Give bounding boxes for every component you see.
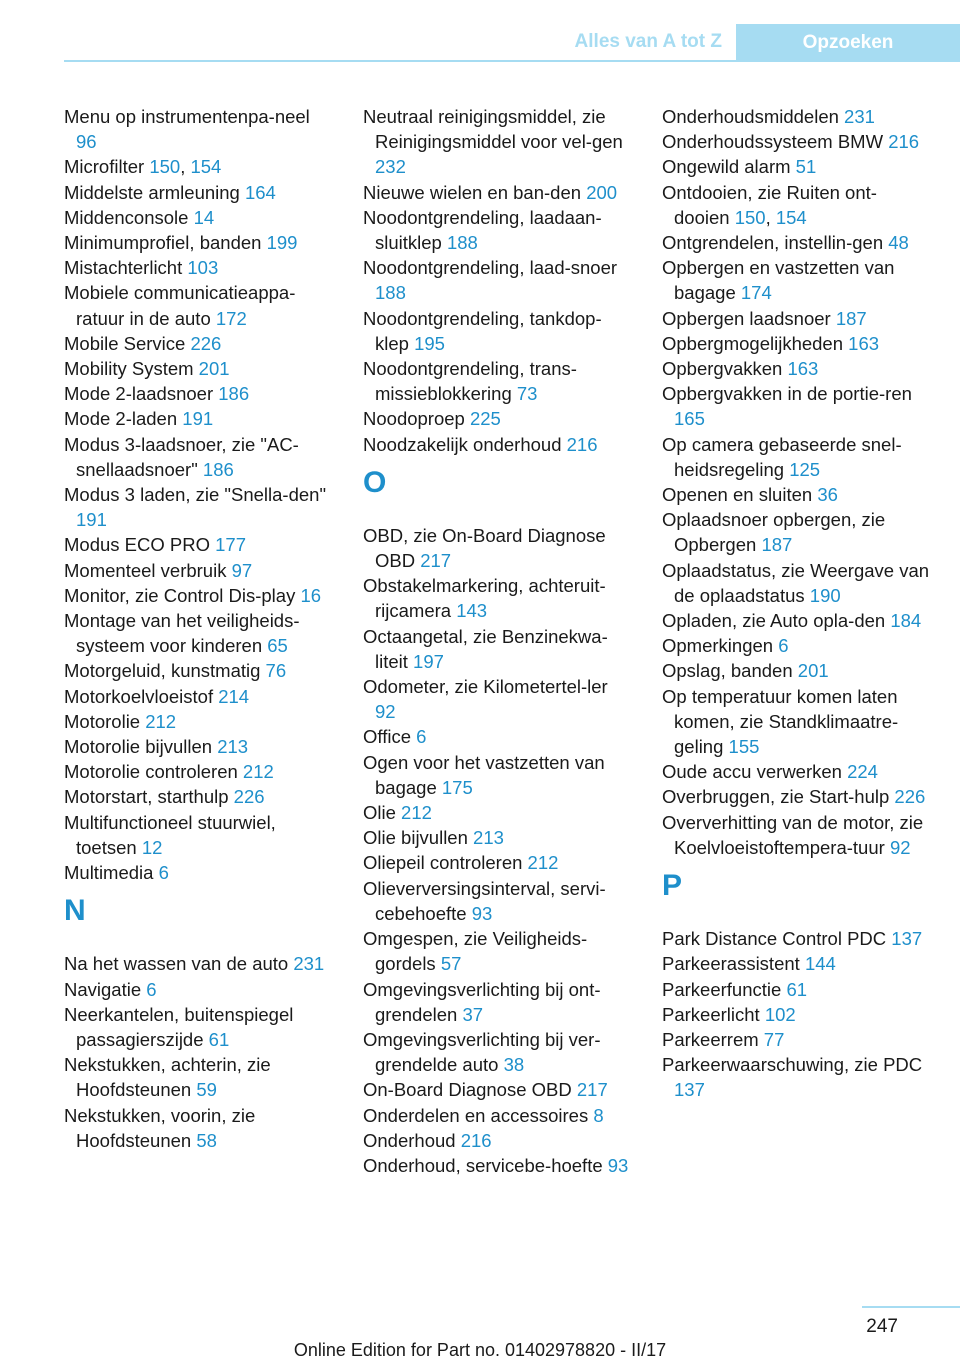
- index-term: OBD, zie On-Board Diagnose OBD: [363, 524, 606, 572]
- page-link[interactable]: 187: [835, 307, 867, 329]
- index-entry: [662, 482, 932, 507]
- index-entry: [363, 876, 633, 926]
- page-link[interactable]: 191: [182, 408, 214, 430]
- page-link[interactable]: 6: [158, 862, 169, 884]
- index-term: Middelste armleuning: [64, 181, 240, 203]
- index-entry: [363, 573, 633, 623]
- index-entry: [64, 255, 334, 280]
- page-link[interactable]: 188: [446, 232, 478, 254]
- index-term: Onderdelen en accessoires: [363, 1104, 589, 1126]
- index-entry: [363, 406, 633, 431]
- page-link[interactable]: 231: [293, 953, 325, 975]
- index-term: Mobility System: [64, 358, 194, 380]
- page-link[interactable]: 65: [267, 635, 288, 657]
- section-title: Alles van A tot Z: [574, 31, 722, 52]
- page-link[interactable]: 186: [218, 383, 250, 405]
- index-term: Park Distance Control PDC: [662, 928, 887, 950]
- page-link[interactable]: 51: [795, 156, 817, 178]
- index-term: Mobile Service: [64, 332, 186, 354]
- index-letter-heading: O: [363, 465, 387, 499]
- index-entry: [64, 977, 334, 1002]
- page-link[interactable]: 6: [416, 726, 427, 748]
- index-term: Noodontgrendeling, trans-missieblokkering: [363, 358, 577, 405]
- page-link[interactable]: 103: [187, 257, 219, 279]
- edition-footer: Online Edition for Part no. 01402978820 - II/17: [293, 1340, 667, 1360]
- footer-divider: [862, 1306, 960, 1308]
- index-term: Olieverversingsinterval, servi-cebehoefte: [363, 877, 606, 924]
- index-term: Motorolie bijvullen: [64, 736, 213, 758]
- index-term: Ongewild alarm: [662, 156, 791, 178]
- index-entry: [64, 558, 334, 583]
- index-entry: [64, 432, 334, 482]
- index-entry: [363, 1077, 633, 1102]
- page-link[interactable]: 97: [231, 559, 253, 581]
- index-entry: [363, 523, 633, 573]
- page-link[interactable]: 137: [891, 928, 923, 950]
- index-entry: [363, 926, 633, 976]
- index-term: Mode 2-laadsnoer: [64, 383, 214, 405]
- index-term: Noodontgrendeling, laadaan-sluitklep: [363, 206, 602, 254]
- header-divider: [64, 60, 960, 62]
- index-entry: [363, 1027, 633, 1077]
- index-entry: [662, 306, 932, 331]
- page-number: 247: [866, 1316, 898, 1337]
- page-link[interactable]: 61: [208, 1028, 230, 1050]
- index-entry: [363, 800, 633, 825]
- index-entry: [64, 356, 334, 381]
- index-entry: [64, 406, 334, 431]
- index-entry: [64, 734, 334, 759]
- index-entry: [662, 356, 932, 381]
- index-entry: Ontdooien, zie Ruiten ont-dooien 150, 154: [662, 181, 877, 228]
- index-term: Noodzakelijk onderhoud: [363, 433, 562, 455]
- index-term: Opbergmogelijkheden: [662, 332, 844, 354]
- index-term: Omgevingsverlichting bij ont-grendelen: [363, 978, 601, 1025]
- index-entry: [662, 977, 932, 1002]
- page-link[interactable]: 12: [141, 836, 163, 858]
- index-entry: [64, 759, 334, 784]
- index-term: Parkeerfunctie: [662, 978, 782, 1000]
- index-entry: [363, 180, 633, 205]
- index-term: Oververhitting van de motor, zie Koelvloeistoftempera-tuur: [662, 811, 924, 858]
- page-link[interactable]: 197: [413, 650, 444, 672]
- index-term: Omgespen, zie Veiligheids-gordels: [363, 928, 588, 975]
- page-link[interactable]: 217: [420, 550, 452, 572]
- index-term: Motorolie: [64, 710, 141, 732]
- index-term: Microfilter: [64, 156, 145, 178]
- index-entry: [363, 624, 633, 674]
- page-link[interactable]: 231: [844, 106, 875, 127]
- page-link[interactable]: 154: [190, 156, 222, 178]
- index-term: Opmerkingen: [662, 635, 774, 657]
- index-term: Motorgeluid, kunstmatig: [64, 660, 261, 682]
- page-link[interactable]: 93: [471, 902, 493, 924]
- index-entry: [363, 977, 633, 1027]
- index-entry: [363, 104, 633, 180]
- index-term: Onderhoudsmiddelen: [662, 106, 839, 127]
- page-link[interactable]: 217: [576, 1079, 608, 1101]
- page-link[interactable]: 212: [242, 761, 274, 783]
- index-entry: [64, 1002, 334, 1052]
- index-term: Openen en sluiten: [662, 484, 813, 506]
- index-term: Modus 3-laadsnoer, zie "AC-snellaadsnoer": [64, 433, 299, 480]
- page-link[interactable]: 36: [817, 484, 838, 506]
- page-link[interactable]: 143: [456, 600, 488, 622]
- page-link[interactable]: 190: [809, 584, 841, 606]
- index-letter-heading: N: [64, 894, 86, 928]
- index-entry: [363, 432, 633, 457]
- page-link[interactable]: 8: [593, 1104, 604, 1126]
- index-term: Parkeerlicht: [662, 1003, 760, 1025]
- index-term: Mobiele communicatieappa-ratuur in de auto: [64, 282, 296, 329]
- page-link[interactable]: 225: [469, 408, 501, 430]
- index-entry: Microfilter 150, 154: [64, 156, 222, 178]
- page-link[interactable]: 48: [888, 232, 909, 254]
- index-term: Olie: [363, 802, 396, 824]
- index-entry: [64, 104, 334, 154]
- index-term: Olie bijvullen: [363, 827, 468, 849]
- index-column-1: [64, 104, 334, 1153]
- page-link[interactable]: 212: [145, 710, 177, 732]
- index-term: Opbergvakken in de portie-ren: [662, 383, 912, 405]
- page-link[interactable]: 216: [460, 1129, 492, 1151]
- index-term: On-Board Diagnose OBD: [363, 1079, 572, 1101]
- page-link[interactable]: 150: [149, 156, 181, 178]
- index-entry: [64, 331, 334, 356]
- index-entry: [662, 154, 932, 179]
- page-link[interactable]: 14: [193, 206, 215, 228]
- page-link[interactable]: 195: [414, 332, 445, 354]
- index-term: Oplaadstatus, zie Weergave van de oplaadstatus: [662, 559, 930, 606]
- index-entry: [662, 331, 932, 356]
- page-link[interactable]: 188: [375, 282, 406, 304]
- page-link[interactable]: 213: [217, 736, 249, 758]
- index-entry: [662, 684, 932, 760]
- page-link[interactable]: 201: [198, 358, 230, 380]
- index-term: Opbergen laadsnoer: [662, 307, 831, 329]
- index-entry: [662, 1002, 932, 1027]
- index-term: Modus 3 laden, zie "Snella-den": [64, 484, 327, 506]
- page-link[interactable]: 216: [888, 131, 920, 153]
- index-entry: [64, 1103, 334, 1153]
- index-column-2: [363, 104, 633, 1178]
- index-term: Ogen voor het vastzetten van bagage: [363, 751, 605, 798]
- index-term: Monitor, zie Control Dis-play: [64, 584, 296, 606]
- index-entry: [363, 255, 633, 305]
- index-entry: [363, 750, 633, 800]
- page-link[interactable]: 154: [775, 206, 807, 228]
- index-term: Nekstukken, achterin, zie Hoofdsteunen: [64, 1054, 271, 1101]
- index-entry: [363, 205, 633, 255]
- index-entry: [64, 205, 334, 230]
- index-term: Navigatie: [64, 978, 142, 1000]
- index-term: Noodontgrendeling, tankdop-klep: [363, 307, 602, 354]
- page-link[interactable]: 6: [146, 978, 157, 1000]
- page-link[interactable]: 184: [890, 610, 922, 632]
- page-link[interactable]: 57: [440, 953, 462, 975]
- index-term: Minimumprofiel, banden: [64, 232, 262, 254]
- index-term: Onderhoud: [363, 1129, 456, 1151]
- index-entry: [64, 180, 334, 205]
- index-column-3: [662, 104, 932, 1103]
- index-entry: [64, 709, 334, 734]
- page-link[interactable]: 175: [441, 776, 473, 798]
- page-link[interactable]: 93: [607, 1154, 629, 1176]
- page-link[interactable]: 38: [503, 1054, 525, 1076]
- index-term: Oplaadsnoer opbergen, zie Opbergen: [662, 509, 886, 556]
- index-entry: [662, 230, 932, 255]
- page-link[interactable]: 6: [778, 635, 789, 657]
- index-term: Noodoproep: [363, 408, 465, 430]
- index-entry: [662, 1052, 932, 1102]
- index-term: Na het wassen van de auto: [64, 953, 289, 975]
- index-entry: [662, 784, 932, 809]
- index-term: Mode 2-laden: [64, 408, 178, 430]
- page-link[interactable]: 177: [215, 534, 247, 556]
- index-term: Neerkantelen, buitenspiegel passagierszijde: [64, 1003, 294, 1050]
- page-link[interactable]: 212: [527, 852, 559, 874]
- index-term: Modus ECO PRO: [64, 534, 210, 556]
- index-term: Oude accu verwerken: [662, 761, 842, 783]
- index-entry: [64, 1052, 334, 1102]
- index-entry: [64, 280, 334, 330]
- index-entry: [64, 230, 334, 255]
- index-term: Ontgrendelen, instellin-gen: [662, 232, 884, 254]
- page-link[interactable]: 165: [674, 408, 705, 430]
- index-entry: [662, 507, 932, 557]
- index-term: Montage van het veiligheids-systeem voor kinderen: [64, 610, 300, 657]
- index-entry: [64, 381, 334, 406]
- page-link[interactable]: 96: [76, 131, 97, 153]
- index-term: Op temperatuur komen laten komen, zie Standklimaatre-geling: [662, 685, 899, 758]
- index-entry: [64, 810, 334, 860]
- index-entry: [64, 608, 334, 658]
- index-term: Motorkoelvloeistof: [64, 685, 214, 707]
- index-term: Op camera gebaseerde snel-heidsregeling: [662, 433, 902, 480]
- page-link[interactable]: 226: [233, 786, 265, 808]
- page-link[interactable]: 144: [804, 953, 836, 975]
- index-entry: [64, 951, 334, 976]
- index-entry: [662, 129, 932, 154]
- index-entry: [64, 482, 334, 532]
- page-link[interactable]: 92: [889, 836, 911, 858]
- page-link[interactable]: 155: [728, 736, 760, 758]
- index-entry: [662, 432, 932, 482]
- page-header: [0, 0, 960, 62]
- index-term: Odometer, zie Kilometertel-ler: [363, 676, 608, 698]
- index-term: Motorolie controleren: [64, 761, 238, 783]
- index-entry: [662, 633, 932, 658]
- index-entry: [363, 1128, 633, 1153]
- index-term: Onderhoud, servicebe-hoefte: [363, 1154, 603, 1176]
- index-term: Opbergen en vastzetten van bagage: [662, 257, 895, 304]
- index-entry: [64, 860, 334, 885]
- index-term: Parkeerwaarschuwing, zie PDC: [662, 1054, 923, 1076]
- index-term: Multifunctioneel stuurwiel, toetsen: [64, 811, 276, 858]
- page-link[interactable]: 232: [375, 156, 406, 178]
- index-term: Office: [363, 726, 411, 748]
- page-link[interactable]: 212: [401, 802, 432, 824]
- page-link[interactable]: 163: [787, 358, 819, 380]
- page-link[interactable]: 77: [763, 1028, 785, 1050]
- index-term: Parkeerassistent: [662, 953, 800, 975]
- page-link[interactable]: 16: [300, 584, 322, 606]
- index-entry: [363, 1103, 633, 1128]
- index-entry: [64, 658, 334, 683]
- page-link[interactable]: 187: [761, 534, 793, 556]
- index-entry: [662, 608, 932, 633]
- index-term: Multimedia: [64, 862, 154, 884]
- index-term: Nieuwe wielen en ban-den: [363, 181, 582, 203]
- index-term: Mistachterlicht: [64, 257, 183, 279]
- page-link[interactable]: 214: [218, 685, 250, 707]
- index-term: Opladen, zie Auto opla-den: [662, 610, 886, 632]
- page-link[interactable]: 199: [266, 232, 298, 254]
- index-entry: [662, 810, 932, 860]
- page-link[interactable]: 213: [473, 827, 504, 849]
- index-entry: [363, 850, 633, 875]
- page-link[interactable]: 186: [202, 458, 234, 480]
- index-term: Obstakelmarkering, achteruit-rijcamera: [363, 575, 606, 622]
- index-entry: [662, 104, 932, 129]
- index-entry: [662, 926, 932, 951]
- index-letter-heading: P: [662, 869, 683, 903]
- page-link[interactable]: 61: [786, 978, 808, 1000]
- page-link[interactable]: 58: [196, 1129, 217, 1151]
- index-term: Opslag, banden: [662, 660, 793, 682]
- page-link[interactable]: 174: [740, 282, 772, 304]
- index-term: Middenconsole: [64, 206, 189, 228]
- index-entry: [64, 532, 334, 557]
- index-entry: [363, 1153, 633, 1178]
- page-link[interactable]: 102: [764, 1003, 796, 1025]
- page-link[interactable]: 150: [734, 206, 766, 228]
- page-link[interactable]: 216: [566, 433, 598, 455]
- index-term: Omgevingsverlichting bij ver-grendelde auto: [363, 1028, 601, 1076]
- index-entry: [662, 255, 932, 305]
- index-entry: [363, 356, 633, 406]
- index-term: Overbruggen, zie Start-hulp: [662, 786, 890, 808]
- index-term: Opbergvakken: [662, 358, 783, 380]
- page-link[interactable]: 125: [789, 458, 821, 480]
- page-link[interactable]: 226: [894, 786, 926, 808]
- page-link[interactable]: 37: [462, 1003, 484, 1025]
- index-entry: [662, 381, 932, 431]
- index-term: Octaangetal, zie Benzinekwa-liteit: [363, 625, 608, 672]
- page-link[interactable]: 73: [516, 383, 538, 405]
- index-entry: [363, 724, 633, 749]
- index-term: Motorstart, starthulp: [64, 786, 229, 808]
- page-link[interactable]: 172: [215, 307, 247, 329]
- tab-opzoeken[interactable]: Opzoeken: [736, 24, 960, 62]
- page-link[interactable]: 92: [375, 701, 396, 723]
- index-entry: [64, 583, 334, 608]
- index-entry: [662, 658, 932, 683]
- page-link[interactable]: 76: [265, 660, 287, 682]
- index-entry: [363, 674, 633, 724]
- page-link[interactable]: 201: [797, 660, 829, 682]
- index-entry: [64, 684, 334, 709]
- index-term: Onderhoudssysteem BMW: [662, 131, 884, 153]
- index-term: Parkeerrem: [662, 1028, 759, 1050]
- index-term: Noodontgrendeling, laad-snoer: [363, 257, 618, 279]
- index-entry: [662, 558, 932, 608]
- index-term: Nekstukken, voorin, zie Hoofdsteunen: [64, 1104, 256, 1151]
- page-link[interactable]: 224: [847, 761, 878, 783]
- page-link[interactable]: 163: [848, 332, 880, 354]
- index-entry: [662, 1027, 932, 1052]
- page-link[interactable]: 164: [244, 181, 276, 203]
- index-term: Menu op instrumentenpa-neel: [64, 106, 310, 127]
- page-link[interactable]: 137: [674, 1079, 705, 1101]
- page-link[interactable]: 226: [190, 332, 222, 354]
- index-entry: [363, 306, 633, 356]
- index-term: Neutraal reinigingsmiddel, zie Reinigingsmiddel voor vel-gen: [363, 106, 623, 153]
- page-link[interactable]: 200: [586, 181, 618, 203]
- index-entry: [363, 825, 633, 850]
- page-link[interactable]: 59: [196, 1079, 217, 1101]
- index-entry: [662, 951, 932, 976]
- index-term: Momenteel verbruik: [64, 559, 227, 581]
- page-link[interactable]: 191: [76, 509, 107, 531]
- index-entry: [662, 759, 932, 784]
- index-term: Ontdooien, zie Ruiten ont-dooien: [662, 181, 877, 228]
- index-entry: [64, 784, 334, 809]
- index-term: Oliepeil controleren: [363, 852, 523, 874]
